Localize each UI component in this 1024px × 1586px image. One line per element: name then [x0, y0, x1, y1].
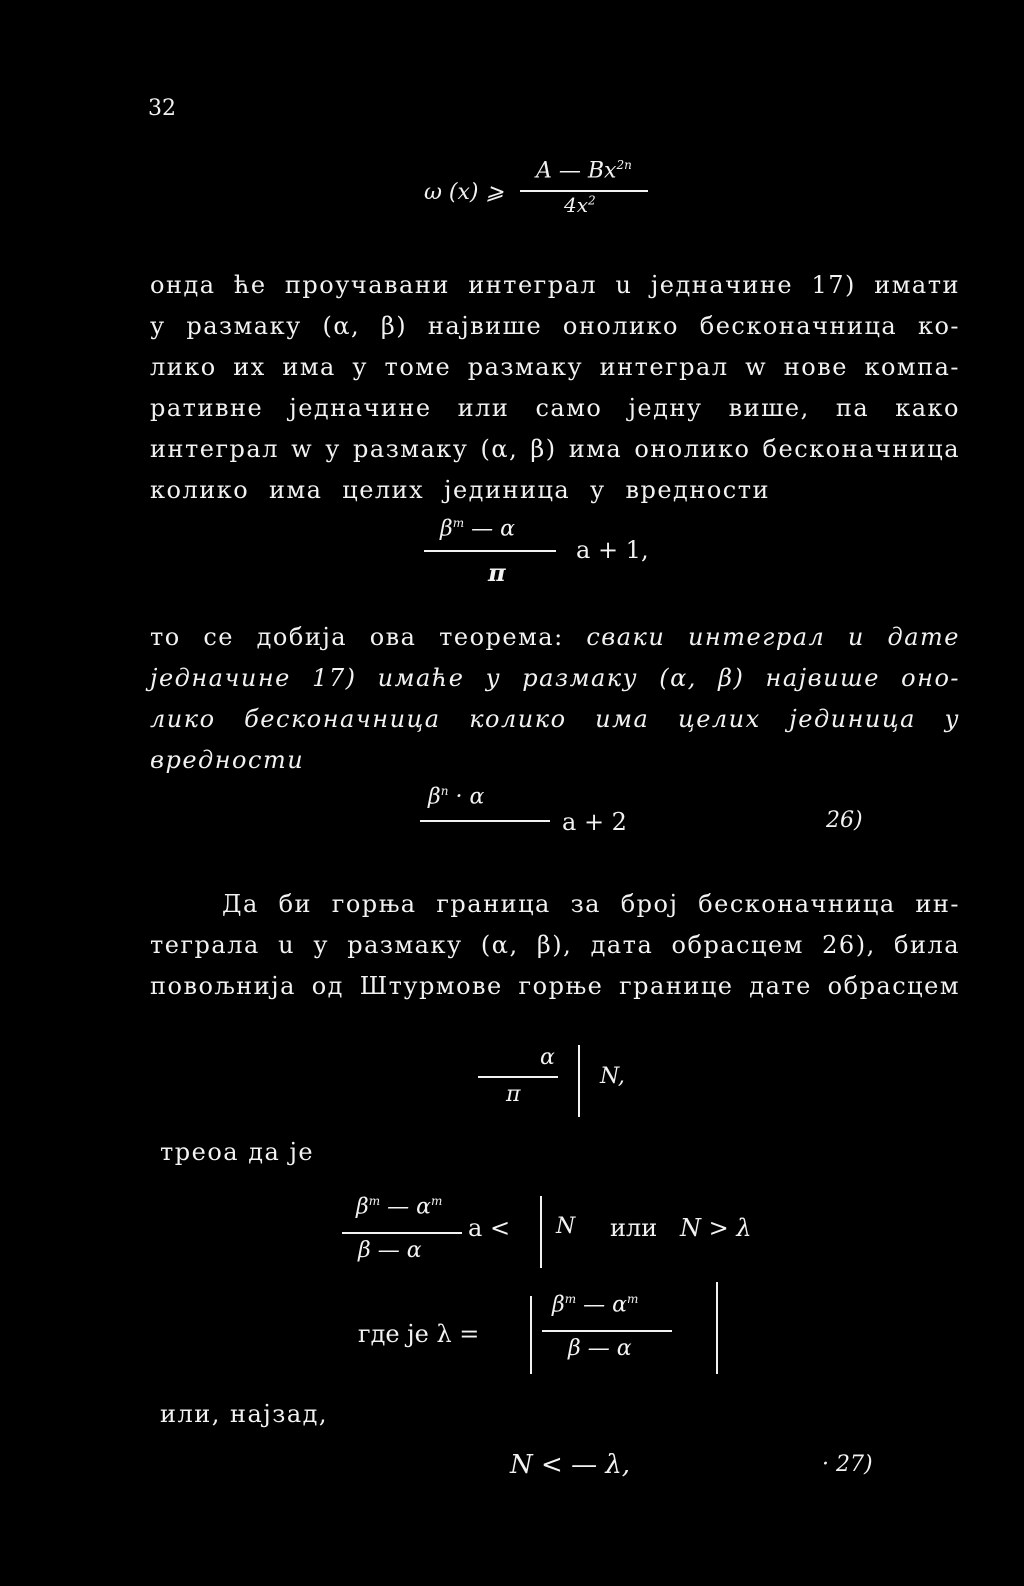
formula-6-prefix: где је λ =	[358, 1320, 480, 1348]
formula-6-denominator: β — α	[568, 1336, 632, 1361]
text-ili-najzad: или, најзад,	[160, 1400, 329, 1428]
formula-5-ili: или	[610, 1214, 658, 1242]
formula-5-relation: a <	[468, 1214, 511, 1242]
formula-3-numerator: $\beta^n \cdot \alpha$	[428, 784, 485, 810]
paragraph-1-line: у размаку (α, β) највише онолико бесконачница ко-	[150, 312, 960, 340]
fraction-bar	[424, 550, 556, 552]
theorem-line: вредности	[150, 746, 305, 774]
formula-5-numerator: $\beta^m$ — $\alpha^m$	[356, 1194, 443, 1220]
formula-omega-numerator: A — $Bx^{2n}$	[536, 158, 632, 184]
fraction-bar	[478, 1076, 558, 1078]
fraction-bar	[520, 190, 648, 192]
formula-omega-denominator: $4x^2$	[564, 193, 596, 217]
formula-5-denominator: β — α	[358, 1238, 422, 1263]
paragraph-1	[150, 265, 960, 511]
paragraph-2-line: Да би горња граница за број бесконачница ин-	[222, 890, 960, 918]
text-treba-da-je: треоа да је	[160, 1138, 315, 1166]
formula-4-radicand: N,	[600, 1064, 625, 1089]
paragraph-1-line: колико има целих јединица у вредности	[150, 476, 770, 504]
formula-2-suffix: a + 1,	[576, 536, 649, 564]
equation-number-26: 26)	[826, 808, 863, 833]
paragraph-2	[150, 884, 960, 1007]
formula-4-numerator: α	[540, 1045, 555, 1070]
formula-2-numerator: $\beta^m$ — α	[440, 516, 515, 542]
paragraph-1-line: интеграл w у размаку (α, β) има онолико бесконачница	[150, 435, 960, 463]
formula-7-expression: N < — λ,	[510, 1450, 631, 1480]
paragraph-2-line: теграла u у размаку (α, β), дата обрасцем 26), била	[150, 931, 960, 959]
fraction-bar	[342, 1232, 462, 1234]
radical-bar	[540, 1196, 542, 1268]
bracket-right	[716, 1282, 718, 1374]
formula-3-suffix: a + 2	[562, 808, 627, 836]
page-number: 32	[148, 96, 176, 121]
theorem-line: једначине 17) имаће у размаку (α, β) највише оно-	[150, 664, 960, 692]
bracket-left	[530, 1296, 532, 1374]
fraction-bar	[542, 1330, 672, 1332]
theorem	[150, 617, 960, 781]
theorem-line: лико бесконачница колико има целих јединица у	[150, 705, 960, 733]
equation-number-27: · 27)	[822, 1452, 873, 1477]
paragraph-1-line: ративне једначине или само једну више, па како	[150, 394, 960, 422]
paragraph-1-line: лико их има у томе размаку интеграл w нове компа-	[150, 353, 960, 381]
fraction-bar	[420, 820, 550, 822]
formula-omega-lhs: ω (x) ⩾	[424, 180, 504, 205]
radical-bar	[578, 1045, 580, 1117]
formula-6-numerator: $\beta^m$ — $\alpha^m$	[552, 1292, 639, 1318]
formula-5-radicand: N	[556, 1214, 576, 1239]
formula-5-rhs: N > λ	[680, 1214, 752, 1242]
formula-2-denominator: π	[488, 558, 506, 587]
paragraph-1-line: онда ће проучавани интеграл u једначине 17) имати	[150, 271, 960, 299]
formula-4-denominator: π	[506, 1082, 521, 1107]
theorem-line-1: то се добија ова теорема: сваки интеграл u дате	[150, 623, 960, 651]
paragraph-2-line: повољнија од Штурмове горње границе дате обрасцем	[150, 972, 960, 1000]
